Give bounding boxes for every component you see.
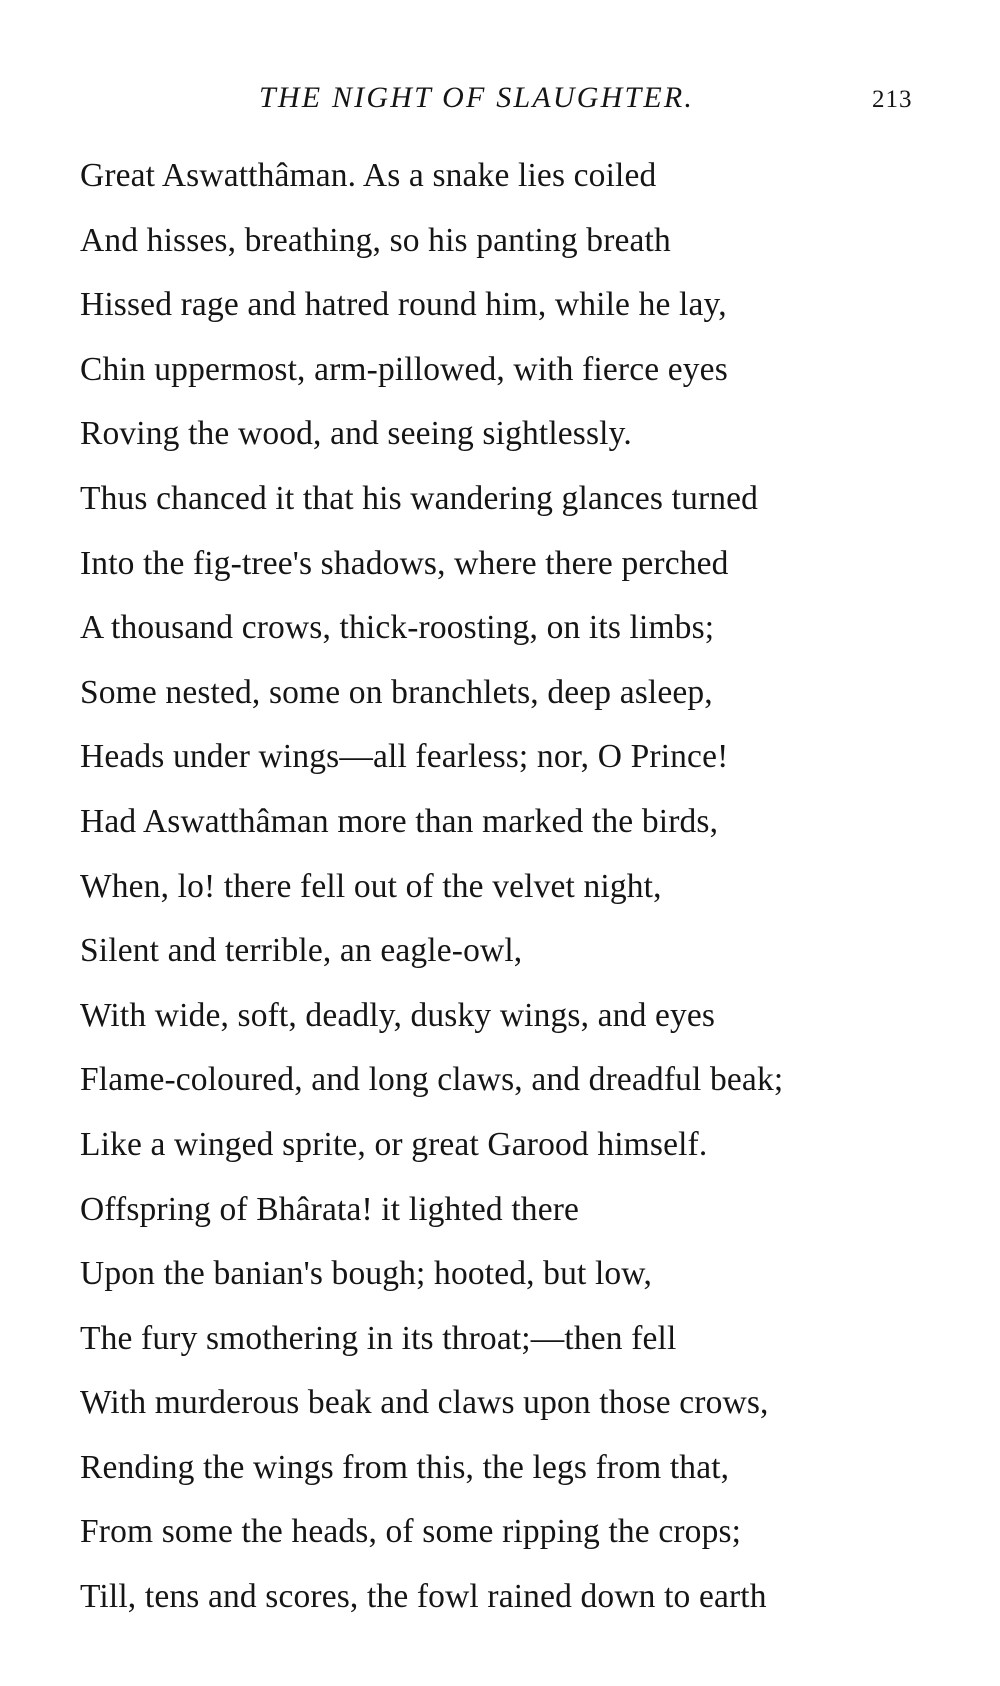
page-number: 213 xyxy=(872,86,913,113)
poem-line-1: Great Aswatthâman. As a snake lies coiled xyxy=(80,157,657,194)
poem-line-3: Hissed rage and hatred round him, while he lay, xyxy=(80,286,727,324)
poem-line-12: When, lo! there fell out of the velvet night, xyxy=(80,867,662,905)
poem-line-20: With murderous beak and claws upon those crows, xyxy=(80,1384,769,1422)
poem-line-15: Flame-coloured, and long claws, and dreadful beak; xyxy=(80,1061,784,1099)
running-header xyxy=(0,78,1000,118)
poem-text xyxy=(80,150,960,1636)
poem-line-23: Till, tens and scores, the fowl rained down to earth xyxy=(80,1578,767,1616)
poem-line-21: Rending the wings from this, the legs from that, xyxy=(80,1448,730,1486)
poem-line-2: And hisses, breathing, so his panting breath xyxy=(80,221,671,259)
running-title: THE NIGHT OF SLAUGHTER. xyxy=(259,81,695,114)
poem-line-13: Silent and terrible, an eagle-owl, xyxy=(80,932,523,970)
poem-line-16: Like a winged sprite, or great Garood himself. xyxy=(80,1125,708,1163)
poem-line-10: Heads under wings—all fearless; nor, O Prince! xyxy=(80,738,729,776)
poem-line-6: Thus chanced it that his wandering glances turned xyxy=(80,479,759,517)
poem-line-14: With wide, soft, deadly, dusky wings, and eyes xyxy=(80,996,716,1034)
poem-line-19: The fury smothering in its throat;—then fell xyxy=(80,1319,677,1357)
poem-line-9: Some nested, some on branchlets, deep asleep, xyxy=(80,673,713,711)
poem-line-4: Chin uppermost, arm-pillowed, with fierce eyes xyxy=(80,350,728,388)
poem-line-5: Roving the wood, and seeing sightlessly. xyxy=(80,415,632,453)
poem-line-7: Into the fig-tree's shadows, where there perched xyxy=(80,544,729,582)
poem-line-17: Offspring of Bhârata! it lighted there xyxy=(80,1190,580,1228)
poem-line-18: Upon the banian's bough; hooted, but low, xyxy=(80,1255,653,1293)
poem-line-8: A thousand crows, thick-roosting, on its limbs; xyxy=(80,609,715,647)
poem-line-11: Had Aswatthâman more than marked the birds, xyxy=(80,802,719,840)
poem-line-22: From some the heads, of some ripping the crops; xyxy=(80,1513,742,1551)
